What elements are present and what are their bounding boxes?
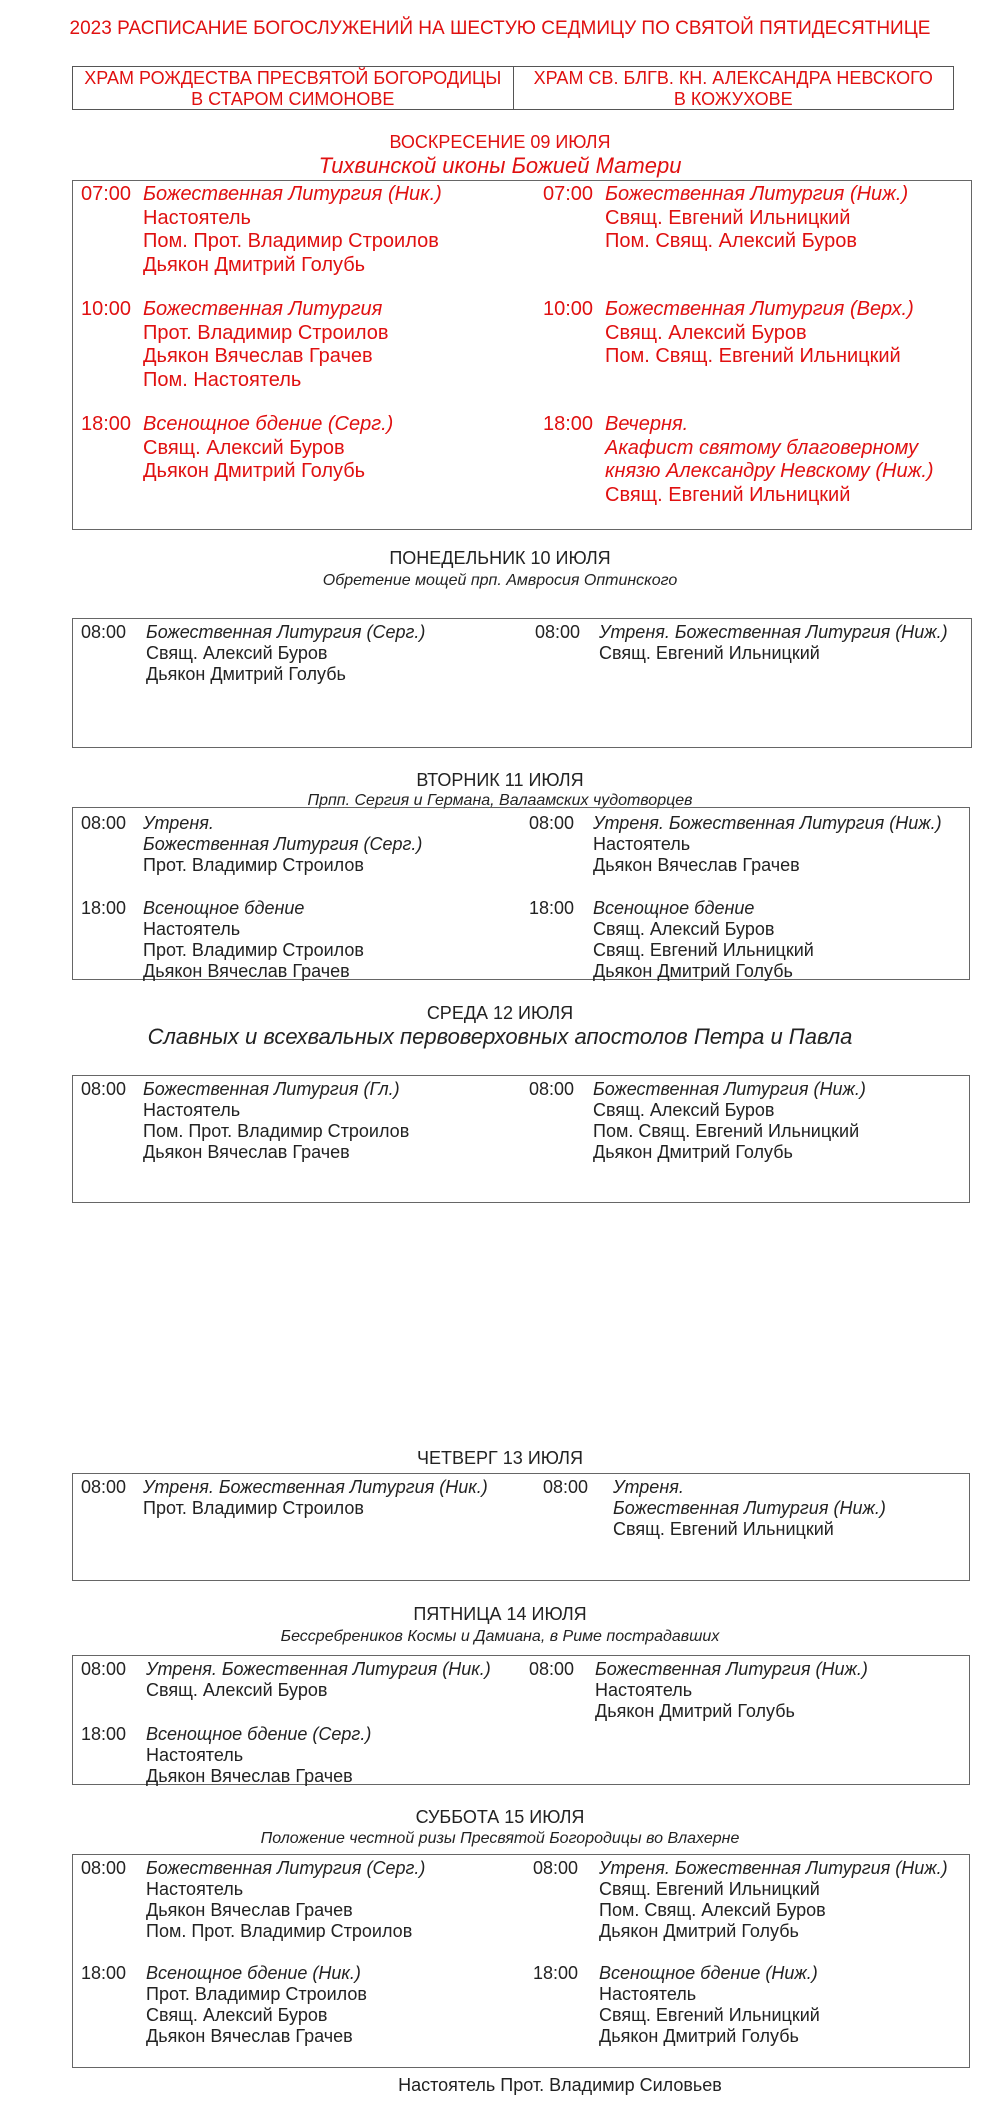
service-time: 08:00 bbox=[81, 813, 127, 833]
feast-title: Бессребреников Космы и Дамиана, в Риме пострадавших bbox=[280, 1628, 720, 1645]
clergy-name: Свящ. Алексий Буров bbox=[146, 1680, 328, 1700]
service-body bbox=[146, 1963, 367, 2047]
clergy-name: Дьякон Дмитрий Голубь bbox=[593, 961, 793, 981]
service-name: Всенощное бдение bbox=[143, 898, 305, 918]
clergy-name: Пом. Прот. Владимир Строилов bbox=[146, 1921, 413, 1941]
clergy-name: Свящ. Алексий Буров bbox=[593, 1100, 775, 1120]
day-services-box bbox=[72, 1075, 970, 1203]
clergy-name: Свящ. Алексий Буров bbox=[143, 436, 345, 459]
service-name-line bbox=[143, 834, 422, 855]
service-name-line bbox=[605, 183, 908, 207]
service-name-line bbox=[143, 813, 422, 834]
feast-title: Обретение мощей прп. Амвросия Оптинского bbox=[322, 572, 678, 589]
service-time: 08:00 bbox=[81, 1858, 127, 1878]
service-body bbox=[593, 898, 814, 982]
service-name: Божественная Литургия bbox=[605, 183, 845, 205]
service-name-line bbox=[143, 413, 393, 437]
service-name-line bbox=[599, 622, 948, 643]
service-time: 18:00 bbox=[81, 1724, 127, 1744]
service-body bbox=[146, 1659, 491, 1701]
clergy-name: Прот. Владимир Строилов bbox=[143, 940, 364, 960]
service-body bbox=[599, 1963, 820, 2047]
clergy-name: Настоятель bbox=[143, 206, 251, 229]
service-time: 08:00 bbox=[81, 1477, 127, 1497]
service-time: 07:00 bbox=[543, 183, 594, 205]
day-services-box bbox=[72, 618, 972, 748]
day-services-box bbox=[72, 1854, 970, 2068]
day-name: ПЯТНИЦА 14 ИЮЛЯ bbox=[413, 1604, 587, 1624]
day-services-box bbox=[72, 807, 970, 980]
day-header bbox=[0, 1604, 1000, 1625]
service-name: Божественная Литургия bbox=[605, 298, 845, 320]
service-location: (Серг.) bbox=[363, 834, 423, 854]
day-services-box bbox=[72, 1655, 970, 1785]
service-name: Божественная Литургия bbox=[143, 298, 383, 320]
clergy-name: Настоятель bbox=[146, 1745, 244, 1765]
service-body bbox=[146, 1858, 425, 1942]
service-name-line bbox=[605, 460, 934, 484]
service-name-line bbox=[613, 1498, 886, 1519]
service-body bbox=[143, 1079, 409, 1163]
clergy-name: Дьякон Дмитрий Голубь bbox=[595, 1701, 795, 1721]
service-name-line bbox=[146, 1858, 425, 1879]
service-name: Акафист святому благоверному bbox=[605, 436, 919, 459]
clergy-name: Дьякон Дмитрий Голубь bbox=[599, 1921, 799, 1941]
clergy-name: Свящ. Евгений Ильницкий bbox=[593, 940, 814, 960]
clergy-name: Дьякон Дмитрий Голубь bbox=[146, 664, 346, 684]
service-name-line bbox=[143, 1079, 409, 1100]
service-time: 18:00 bbox=[81, 898, 127, 918]
service-name: Вечерня. bbox=[605, 413, 689, 435]
clergy-name: Прот. Владимир Строилов bbox=[146, 1984, 367, 2004]
service-name-line bbox=[143, 898, 364, 919]
service-body bbox=[595, 1659, 868, 1722]
service-name-line bbox=[593, 898, 814, 919]
service-time: 08:00 bbox=[81, 1079, 127, 1099]
service-time: 18:00 bbox=[533, 1963, 579, 1983]
service-name: Божественная Литургия bbox=[143, 1079, 359, 1099]
clergy-name: Свящ. Евгений Ильницкий bbox=[605, 206, 851, 229]
day-name: СРЕДА 12 ИЮЛЯ bbox=[426, 1003, 574, 1023]
service-body bbox=[593, 813, 942, 876]
clergy-name: Прот. Владимир Строилов bbox=[143, 855, 364, 875]
service-time: 18:00 bbox=[543, 413, 594, 435]
day-name: ВОСКРЕСЕНИЕ 09 ИЮЛЯ bbox=[389, 132, 611, 152]
service-name-line bbox=[146, 1963, 367, 1984]
service-location: (Ниж.) bbox=[875, 460, 934, 482]
service-body bbox=[143, 413, 393, 484]
service-name: Всенощное бдение bbox=[146, 1963, 308, 1983]
clergy-name: Дьякон Дмитрий Голубь bbox=[599, 2026, 799, 2046]
service-name-line bbox=[146, 1724, 371, 1745]
page-title: 2023 РАСПИСАНИЕ БОГОСЛУЖЕНИЙ НА ШЕСТУЮ СЕДМИЦУ ПО СВЯТОЙ ПЯТИДЕСЯТНИЦЕ bbox=[69, 18, 931, 39]
clergy-name: Настоятель bbox=[599, 1984, 697, 2004]
clergy-name: Пом. Свящ. Алексий Буров bbox=[599, 1900, 826, 1920]
service-time: 07:00 bbox=[81, 183, 132, 205]
service-name-line bbox=[143, 1477, 488, 1498]
service-time: 08:00 bbox=[81, 1659, 127, 1679]
clergy-name: Настоятель bbox=[146, 1879, 244, 1899]
service-location: (Верх.) bbox=[849, 298, 914, 320]
service-name: Утреня. Божественная Литургия bbox=[143, 1477, 435, 1497]
service-time: 08:00 bbox=[535, 622, 581, 642]
service-name: Божественная Литургия bbox=[143, 834, 359, 854]
service-name: Утреня. Божественная Литургия bbox=[146, 1659, 438, 1679]
service-time: 08:00 bbox=[543, 1477, 589, 1497]
service-location: (Серг.) bbox=[327, 413, 394, 435]
day-header bbox=[0, 1807, 1000, 1828]
day-services-box bbox=[72, 180, 972, 530]
clergy-name: Пом. Свящ. Алексий Буров bbox=[605, 230, 857, 252]
clergy-name: Дьякон Дмитрий Голубь bbox=[143, 253, 366, 276]
service-time: 08:00 bbox=[529, 813, 575, 833]
feast-title: Тихвинской иконы Божией Матери bbox=[318, 153, 682, 178]
clergy-name: Дьякон Вячеслав Грачев bbox=[143, 1142, 350, 1162]
service-body bbox=[143, 898, 364, 982]
service-name-line bbox=[605, 298, 914, 322]
service-name: Утреня. Божественная Литургия bbox=[599, 622, 891, 642]
day-header bbox=[0, 548, 1000, 569]
service-location: (Серг.) bbox=[366, 1858, 426, 1878]
service-name: Всенощное бдение bbox=[599, 1963, 761, 1983]
service-name: Всенощное бдение bbox=[146, 1724, 308, 1744]
clergy-name: Дьякон Вячеслав Грачев bbox=[146, 1766, 353, 1786]
day-header bbox=[0, 1448, 1000, 1469]
service-name-line bbox=[599, 1963, 820, 1984]
service-body bbox=[605, 413, 934, 507]
church-right bbox=[513, 67, 954, 109]
service-name-line bbox=[593, 1079, 866, 1100]
service-name: Божественная Литургия bbox=[146, 622, 362, 642]
service-body bbox=[143, 183, 442, 277]
service-name-line bbox=[143, 298, 388, 322]
day-header bbox=[0, 132, 1000, 153]
clergy-name: Дьякон Вячеслав Грачев bbox=[593, 855, 800, 875]
service-location: (Ник.) bbox=[312, 1963, 361, 1983]
service-time: 08:00 bbox=[81, 622, 127, 642]
service-location: (Ниж.) bbox=[813, 1079, 866, 1099]
clergy-name: Свящ. Евгений Ильницкий bbox=[599, 643, 820, 663]
day-services-box bbox=[72, 1473, 970, 1581]
service-name-line bbox=[599, 1858, 948, 1879]
service-name-line bbox=[605, 437, 934, 461]
service-name: Утреня. bbox=[143, 813, 214, 833]
service-time: 18:00 bbox=[81, 413, 132, 435]
feast-title: Прпп. Сергия и Германа, Валаамских чудотворцев bbox=[307, 792, 693, 809]
service-name: Божественная Литургия bbox=[143, 183, 383, 205]
clergy-name: Пом. Свящ. Евгений Ильницкий bbox=[593, 1121, 860, 1141]
service-name-line bbox=[593, 813, 942, 834]
clergy-name: Пом. Прот. Владимир Строилов bbox=[143, 1121, 410, 1141]
service-name: Утреня. bbox=[613, 1477, 684, 1497]
clergy-name: Свящ. Евгений Ильницкий bbox=[599, 2005, 820, 2025]
clergy-name: Настоятель bbox=[595, 1680, 693, 1700]
service-body bbox=[599, 622, 948, 664]
clergy-name: Свящ. Алексий Буров bbox=[605, 321, 807, 344]
service-time: 08:00 bbox=[529, 1079, 575, 1099]
service-name-line bbox=[146, 1659, 491, 1680]
service-time: 18:00 bbox=[529, 898, 575, 918]
service-time: 08:00 bbox=[529, 1659, 575, 1679]
clergy-name: Дьякон Дмитрий Голубь bbox=[143, 460, 366, 482]
service-time: 08:00 bbox=[533, 1858, 579, 1878]
church-left-line: ХРАМ РОЖДЕСТВА ПРЕСВЯТОЙ БОГОРОДИЦЫ bbox=[84, 68, 502, 88]
service-location: (Ник.) bbox=[439, 1477, 488, 1497]
service-name-line bbox=[595, 1659, 868, 1680]
service-location: (Ниж.) bbox=[849, 183, 909, 205]
service-body bbox=[143, 298, 388, 392]
day-header bbox=[0, 1003, 1000, 1024]
clergy-name: Свящ. Алексий Буров bbox=[146, 2005, 328, 2025]
feast-title: Положение честной ризы Пресвятой Богородицы во Влахерне bbox=[260, 1830, 740, 1847]
service-body bbox=[146, 1724, 371, 1787]
churches-header bbox=[72, 66, 954, 110]
church-right-line: ХРАМ СВ. БЛГВ. КН. АЛЕКСАНДРА НЕВСКОГО bbox=[533, 68, 933, 88]
service-name: Божественная Литургия bbox=[593, 1079, 809, 1099]
service-body bbox=[599, 1858, 948, 1942]
clergy-name: Прот. Владимир Строилов bbox=[143, 321, 389, 344]
day-name: ЧЕТВЕРГ 13 ИЮЛЯ bbox=[417, 1448, 583, 1468]
clergy-name: Дьякон Вячеслав Грачев bbox=[146, 1900, 353, 1920]
service-location: (Ниж.) bbox=[889, 813, 942, 833]
feast-title: Славных и всехвальных первоверховных апостолов Петра и Павла bbox=[147, 1024, 853, 1049]
service-body bbox=[143, 1477, 488, 1519]
service-name-line bbox=[605, 413, 934, 437]
clergy-name: Дьякон Вячеслав Грачев bbox=[143, 961, 350, 981]
service-location: (Серг.) bbox=[366, 622, 426, 642]
service-name: Божественная Литургия bbox=[146, 1858, 362, 1878]
service-name: Всенощное бдение bbox=[143, 413, 323, 435]
clergy-name: Свящ. Алексий Буров bbox=[146, 643, 328, 663]
service-location: (Гл.) bbox=[363, 1079, 400, 1099]
church-right-line: В КОЖУХОВЕ bbox=[673, 89, 793, 109]
service-location: (Ниж.) bbox=[895, 1858, 948, 1878]
service-name: Божественная Литургия bbox=[613, 1498, 829, 1518]
service-name-line bbox=[613, 1477, 886, 1498]
service-name: князю Александру Невскому bbox=[605, 460, 870, 482]
service-name-line bbox=[146, 622, 425, 643]
service-body bbox=[605, 183, 908, 254]
clergy-name: Свящ. Евгений Ильницкий bbox=[605, 483, 851, 506]
service-location: (Ниж.) bbox=[895, 622, 948, 642]
service-time: 18:00 bbox=[81, 1963, 127, 1983]
service-time: 10:00 bbox=[81, 298, 132, 320]
service-location: (Ник.) bbox=[442, 1659, 491, 1679]
clergy-name: Дьякон Вячеслав Грачев bbox=[143, 345, 373, 367]
service-body bbox=[593, 1079, 866, 1163]
service-body bbox=[143, 813, 422, 876]
clergy-name: Свящ. Евгений Ильницкий bbox=[599, 1879, 820, 1899]
day-name: ВТОРНИК 11 ИЮЛЯ bbox=[416, 770, 584, 790]
footer-signature: Настоятель Прот. Владимир Силовьев bbox=[398, 2075, 722, 2095]
service-location: (Ниж.) bbox=[765, 1963, 818, 1983]
day-header bbox=[0, 770, 1000, 791]
service-location: (Ник.) bbox=[387, 183, 442, 205]
clergy-name: Свящ. Евгений Ильницкий bbox=[613, 1519, 834, 1539]
service-location: (Ниж.) bbox=[815, 1659, 868, 1679]
clergy-name: Пом. Прот. Владимир Строилов bbox=[143, 230, 439, 252]
clergy-name: Пом. Свящ. Евгений Ильницкий bbox=[605, 345, 901, 367]
church-left bbox=[73, 67, 513, 109]
clergy-name: Пом. Настоятель bbox=[143, 368, 302, 391]
church-left-line: В СТАРОМ СИМОНОВЕ bbox=[191, 89, 395, 109]
clergy-name: Настоятель bbox=[593, 834, 691, 854]
clergy-name: Дьякон Дмитрий Голубь bbox=[593, 1142, 793, 1162]
service-body bbox=[613, 1477, 886, 1540]
service-body bbox=[605, 298, 914, 369]
service-time: 10:00 bbox=[543, 298, 594, 320]
clergy-name: Настоятель bbox=[143, 1100, 241, 1120]
service-name: Божественная Литургия bbox=[595, 1659, 811, 1679]
service-name: Утреня. Божественная Литургия bbox=[593, 813, 885, 833]
clergy-name: Свящ. Алексий Буров bbox=[593, 919, 775, 939]
clergy-name: Настоятель bbox=[143, 919, 241, 939]
service-name: Всенощное бдение bbox=[593, 898, 755, 918]
service-body bbox=[146, 622, 425, 685]
clergy-name: Прот. Владимир Строилов bbox=[143, 1498, 364, 1518]
service-name: Утреня. Божественная Литургия bbox=[599, 1858, 891, 1878]
clergy-name: Дьякон Вячеслав Грачев bbox=[146, 2026, 353, 2046]
service-name-line bbox=[143, 183, 442, 207]
service-location: (Серг.) bbox=[312, 1724, 372, 1744]
service-location: (Ниж.) bbox=[833, 1498, 886, 1518]
day-name: СУББОТА 15 ИЮЛЯ bbox=[415, 1807, 585, 1827]
day-name: ПОНЕДЕЛЬНИК 10 ИЮЛЯ bbox=[389, 548, 611, 568]
